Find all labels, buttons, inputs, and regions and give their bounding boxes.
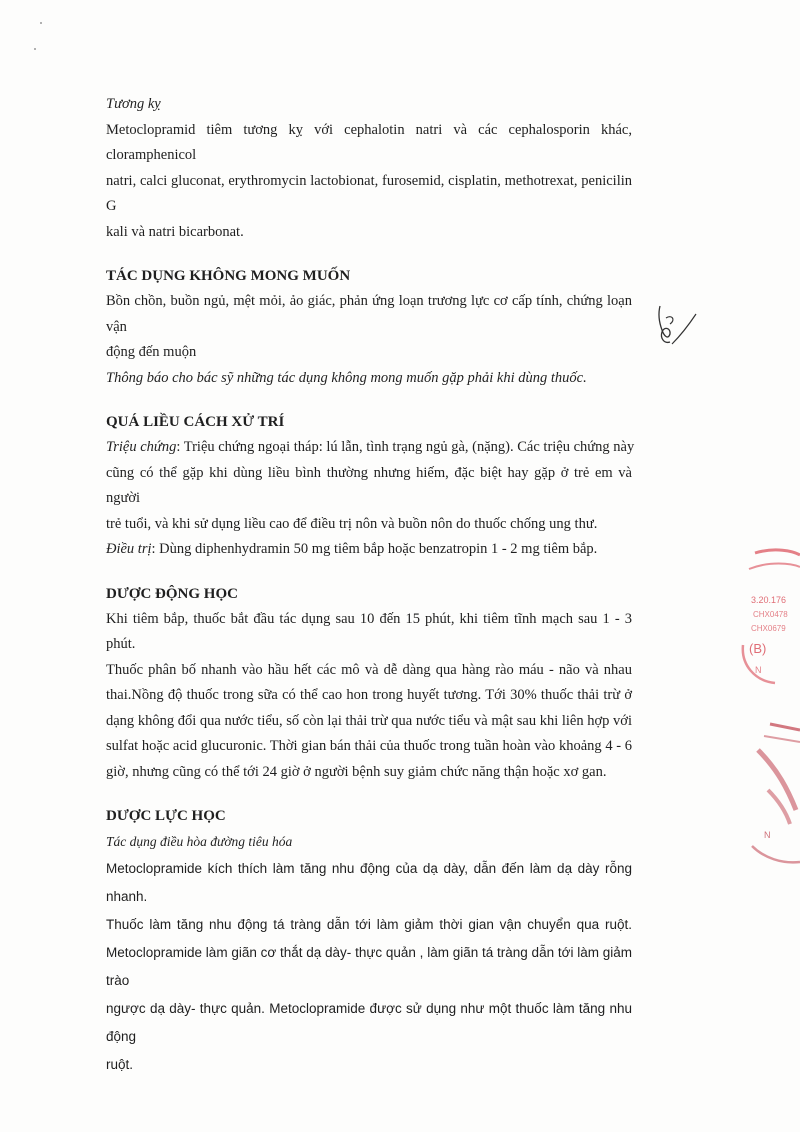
trieu-chung-label: Triệu chứng xyxy=(106,439,177,455)
red-seal-stamp-fragment-icon xyxy=(738,720,800,870)
dieu-tri-text: : Dùng diphenhydramin 50 mg tiêm bắp hoặc benzatropin 1 - 2 mg tiêm bắp. xyxy=(151,541,598,557)
subheading-tuong-ky: Tương kỵ xyxy=(106,96,161,112)
body-line: ngược dạ dày- thực quản. Metoclopramide được sử dụng như một thuốc làm tăng nhu động xyxy=(106,1000,632,1044)
svg-text:CHX0679: CHX0679 xyxy=(751,624,786,633)
heading-qua-lieu: QUÁ LIỀU CÁCH XỬ TRÍ xyxy=(106,414,285,430)
body-line: trẻ tuổi, và khi sử dụng liều cao để điều trị nôn và buồn nôn do thuốc chống ung thư. xyxy=(106,515,598,532)
body-line: natri, calci gluconat, erythromycin lactobionat, furosemid, cisplatin, methotrexat, penicilin G xyxy=(106,172,632,214)
body-line: Thuốc phân bố nhanh vào hầu hết các mô và dễ dàng qua hàng rào máu - não và nhau xyxy=(106,661,632,678)
heading-duoc-dong-hoc: DƯỢC ĐỘNG HỌC xyxy=(106,585,238,602)
body-line: Metoclopramide làm giãn cơ thắt dạ dày- thực quản , làm giãn tá tràng dẫn tới làm giảm trào xyxy=(106,944,632,988)
body-line: dạng không đổi qua nước tiểu, số còn lại thải trừ qua nước tiểu và mật sau khi liên hợp với xyxy=(106,712,632,729)
body-line: giờ, nhưng cũng có thể tới 24 giờ ở người bệnh suy giảm chức năng thận hoặc xơ gan. xyxy=(106,763,607,780)
body-line: kali và natri bicarbonat. xyxy=(106,223,244,240)
svg-text:N: N xyxy=(755,665,762,675)
scan-speck xyxy=(40,22,42,24)
heading-duoc-luc-hoc: DƯỢC LỰC HỌC xyxy=(106,808,226,824)
body-line: Metoclopramide kích thích làm tăng nhu động của dạ dày, dẫn đến làm dạ dày rỗng nhanh. xyxy=(106,860,632,904)
trieu-chung-line xyxy=(106,435,635,461)
body-line: cũng có thể gặp khi dùng liều bình thường nhưng hiếm, đặc biệt hay gặp ở trẻ em và người xyxy=(106,464,632,506)
handwritten-initials-icon xyxy=(650,300,700,348)
body-line: thai.Nồng độ thuốc trong sữa có thể cao hon trong huyết tương. Tới 30% thuốc thải trừ ở xyxy=(106,687,632,703)
body-line: Metoclopramid tiêm tương kỵ với cephalotin natri và các cephalosporin khác, cloramphenicol xyxy=(106,121,632,163)
svg-text:3.20.176: 3.20.176 xyxy=(751,595,787,605)
dieu-tri-line xyxy=(106,537,632,563)
body-line: động đến muộn xyxy=(106,344,197,360)
red-seal-stamp-icon xyxy=(735,545,800,685)
document-body xyxy=(106,92,635,1079)
subheading-tac-dung-dieu-hoa: Tác dụng điều hòa đường tiêu hóa xyxy=(106,834,293,849)
body-line: sulfat hoặc acid glucuronic. Thời gian bán thải của thuốc trong tuần hoàn vào khoảng 4 - 6 xyxy=(106,738,632,754)
body-line: Khi tiêm bắp, thuốc bắt đầu tác dụng sau 10 đến 15 phút, khi tiêm tĩnh mạch sau 1 - 3 phút. xyxy=(106,610,632,652)
svg-text:N: N xyxy=(764,830,771,840)
heading-tac-dung-khong-mong-muon: TÁC DỤNG KHÔNG MONG MUỐN xyxy=(106,268,351,284)
body-line: ruột. xyxy=(106,1056,134,1072)
svg-text:(B): (B) xyxy=(749,641,767,656)
dieu-tri-label: Điều trị xyxy=(106,541,152,557)
svg-text:CHX0478: CHX0478 xyxy=(753,610,788,619)
scan-speck xyxy=(34,48,36,50)
note-line: Thông báo cho bác sỹ những tác dụng không mong muốn gặp phải khi dùng thuốc. xyxy=(106,369,587,386)
trieu-chung-text: : Triệu chứng ngoại tháp: lú lẫn, tình trạng ngủ gà, (nặng). Các triệu chứng này xyxy=(176,439,635,455)
body-line: Bồn chồn, buồn ngủ, mệt mỏi, ảo giác, phản ứng loạn trương lực cơ cấp tính, chứng loạn vận xyxy=(106,293,632,335)
body-line: Thuốc làm tăng nhu động tá tràng dẫn tới làm giảm thời gian vận chuyển qua ruột. xyxy=(106,916,632,932)
